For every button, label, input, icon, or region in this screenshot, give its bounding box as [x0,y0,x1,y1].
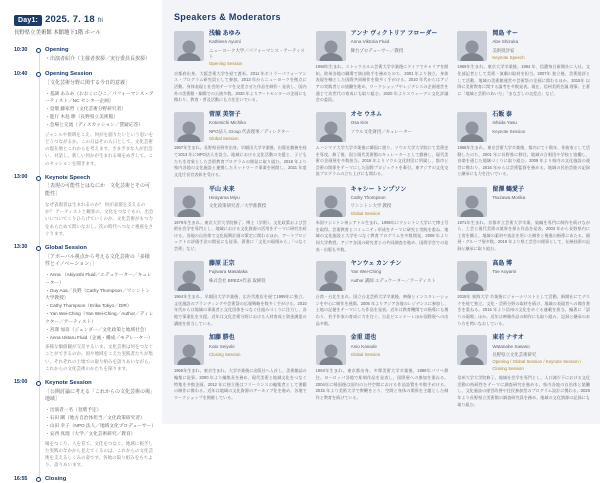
avatar [457,335,487,365]
agenda-title: Opening [45,47,69,54]
timeline-dot-icon [36,381,41,386]
speaker-name-en: Abe Shizuka [492,39,519,45]
agenda-item [14,70,154,166]
timeline-dot-icon [36,246,41,251]
agenda-time: 16:55 [14,475,28,482]
speaker-bio: 1971年生まれ。京都市立芸術大学卒業。染織を専門に制作を続けながら、工芸と現代美術の境界を探る作品を発表。2003 年から長野県内に工房を構え、地域の素材や技法を用いた制作と後進の指導にあたる。個展・グループ展多数。2019 年より県工芸会の理事として、伝統技術の記録と継承に取り組む。 [457,219,590,252]
speaker-card[interactable] [457,187,590,254]
speaker-bio: 信州大学大学院修了。地域社会学を専門とし、人口減少下における文化活動の持続性をテーマに調査研究を進める。県内各地の自治体と協働し、文化施設の運営改善や住民参加型のプログラム設計に携わる。2020 年より長野県立美術館の調査研究員を務め、地域の文化資源の記録にも取り組む。 [457,375,590,407]
speaker-org: 長野県立文化芸術研究 [492,352,537,357]
agenda-title: Closing [45,476,67,483]
speaker-bio: 1968年生まれ。ストックホルム芸術大学卒業後にドイツでキャリアを開始。欧州各地の劇場で演出助手を務めたのち、2001 年より独立。身体表現を軸とした国際共同制作を数多く手がける。2010 年代からはアジアの実践者との協働を進め、ワークショップやレジデンスの企画運営を通じて次世代の育成にも取り組む。2020 年よりスウェーデン文化評議会の委員。 [315,64,449,103]
speaker-name-en: Yan Wei-Ching [350,269,382,275]
speaker-bio: 1979年生まれ。東京大学大学院修了。博士（学術）。文化政策および芸術社会学を専門とし、地域における文化資源の活用をテーマに研究を続ける。各地の自治体で文化振興計画の策定に関わるほか、アートプロジェクトの評価手法の開発にも従事。著書に「文化の現場から」「つなぐ芸術」など。 [174,219,307,252]
agenda-title: Keynote Speech [45,174,91,181]
speaker-bio: 1967年生まれ。長野県長野市出身。早稲田大学卒業後、出版社勤務を経て2013 年にNPO法人を設立。地域における文化活動の支援と、子どもたちを対象とした芸術教育プログラムの開発に取り組む。2018 年より県内各地の文化施設と連携したネットワーク事業を展開し、2021 年度文化庁長官表彰を受ける。 [174,145,307,177]
avatar [174,112,204,142]
speaker-name-ja: 菅原 美智子 [209,111,241,118]
speaker-role: Closing Session [209,352,241,357]
agenda-sub: ・出演者紹介（主催者挨拶／実行委員長挨拶） [45,55,151,62]
speaker-name-en: Anna Viktoria Fluid [350,39,390,45]
avatar [316,31,346,61]
avatar [457,187,487,217]
agenda-item [14,475,154,483]
speaker-name-ja: オセ ウネム [350,111,382,118]
speaker-bio: 米国ワシントン州シアトル生まれ。1995年にワシントン大学にて博士号を取得。芸術教育とコミュニティ形成をテーマに研究と実践を重ね、地域の文化施設と大学をつなぐ教育プログラムを多数開発。2008 年より同大学教授。アジア各国の研究者との共同調査を進め、国際学会での発表・出版も多数。 [315,220,449,252]
speaker-org: Keynote Session [492,128,526,134]
day-date: 2025. 7. 18 [45,14,95,25]
speaker-card[interactable] [174,112,307,179]
speaker-org: Author 講師 エデュケーター／アーティスト [350,277,436,283]
agenda-title: Opening Session [45,71,93,78]
agenda-speaker: ・安西 真理（大学／文化芸術研究／教育） [45,431,136,437]
speaker-bio: 京都府出身。大阪芸術大学を経て渡米。2011 年ボイラーパフォーマンス・プログラム研究員として参加。2013 年からニューヨークを拠点に活動。身体表現と社会的テーマを交差させた作品を制作・発表し、国内外の美術館・劇場での公演多数。2020 年よりアートセンターの企画にも携わり、教育・普及活動にも力を注いでいる。 [174,70,307,103]
agenda-speaker-list [45,90,154,129]
speaker-role: Opening / Global Session / Keynote Session / Closing Session [492,359,582,371]
speaker-name-en: Anio Kanade [350,343,377,349]
schedule-column [0,0,162,483]
speaker-name-ja: 浅輪 あゆみ [209,31,241,37]
agenda-item [14,174,154,237]
speaker-name-en: Cathy Thompson [350,194,386,200]
avatar [174,187,204,217]
agenda-speaker: ・石田 剛（地方自治体担当／文化政策研究者） [45,415,145,421]
agenda-speaker: ・進行 木島 勝（長野県立美術館） [45,114,118,120]
agenda-time: 15:00 [14,379,28,386]
speaker-card[interactable] [316,31,449,104]
agenda-note: 多様な価値観が交差するいま、文化芸術は何をつなぐことができるのか。国や地域をこえた実践者たちが集い、それぞれの土地での取り組みを語りあいながら、これからの文化芸術のかたちを探ります。 [45,344,153,371]
speaker-name-ja: キャシー トンプソン [350,186,407,193]
speaker-card[interactable] [316,112,449,179]
speaker-role: Global Session [350,352,381,357]
speaker-org: 株式会社 BREZA代表 取締役 [209,277,266,283]
speaker-bio: 台湾・台北生まれ。国立台北芸術大学卒業後、映像とインスタレーションを中心に制作を展開。2005 年よりアジア各地のレジデンスに参加し、土地の記憶をテーマにした作品を発表。近年は教育機関での指導にも携わり、若手作家の育成に力を注ぐ。台北ビエンナーレほか国際展への出品多数。 [315,294,449,326]
speaker-name-ja: 藤原 正宗 [209,261,235,268]
agenda-speaker: ・Anna （Akiyoshi Fluid／エデュケーター／キュレーター） [45,272,152,285]
speaker-role: Global Session [350,210,381,216]
speaker-org: 文化政策研究者／大学准教授 [209,203,267,209]
speaker-name-en: Tsuzawa Morika [492,194,526,200]
avatar [174,31,204,61]
speaker-name-ja: 留澤 鶴愛子 [492,186,524,193]
agenda-list [14,46,157,483]
agenda-speaker: ・登壇 藤家哲（文化芸術分野研究者） [45,106,126,112]
agenda-sub: ［表現の可能性とはなにか 文化芸術とその可能性］ [45,183,151,198]
agenda-speaker: ・Yan Wei-Ching（Yan Wei-Ching／Author／ディレクター／アーティスト） [45,311,154,324]
speaker-org: ソウル文化財団／キュレーター [350,128,412,134]
speaker-role: Keynote Speech [492,55,525,61]
speaker-name-ja: ヤンウェ カン チン [350,261,402,268]
speaker-card[interactable] [316,335,449,408]
speaker-card[interactable] [457,112,590,179]
timeline-dot-icon [36,176,41,181]
speaker-name-ja: 金重 道也 [350,335,377,342]
speaker-name-ja: 平山 未来 [209,186,235,193]
agenda-item [14,244,154,372]
speakers-panel-title: Speakers & Moderators [174,12,281,22]
agenda-speaker-list [45,271,154,341]
avatar [457,112,487,142]
speaker-name-en: Kathleen Ayumi [209,39,241,45]
speaker-name-ja: 石飯 泰 [492,111,512,118]
speaker-card[interactable] [174,261,307,327]
speaker-bio: 2018年 東海大学 卒業後にジャーナリストとして活動。新聞社にてデスクを経て独立。文化・芸術分野の取材を続け、地域の表現者への聞き書きを重ねる。2016 年より信州の文化をめぐる連載を担当。編著に「語りの現場」ほか。近年は映像作品の制作にも取り組み、記録と継承のあり方を問いなおしている。 [457,294,590,326]
speaker-bio: ムハンマド大学大学卒業後に韓国に渡り、ソウル大学大学院にて美術史を専攻。修了後、国立現代美術館のキュレーターとして勤務し、現代美術の企画展を多数担当。2016 年よりソウル文化財団に所属し、都市と芸術の関係をテーマにした国際プロジェクトを牽引。東アジアの文化交流プログラムの立ち上げにも関わる。 [315,144,449,177]
speaker-name-en: Kotomichi Michiko [209,120,247,126]
agenda-sub: ［公開討論に考える「これからの文化芸術の場」地域］ [45,388,153,403]
speaker-card[interactable] [316,261,449,327]
speaker-card[interactable] [174,187,307,254]
agenda-note: 場をつくり、人を育て、文化をつなぐ。地域に根ざした実践のなかから見えてくるのは、これからの文化芸術を支えるしくみの姿です。各地の取り組みをもちより、語りあいます。 [45,440,153,468]
agenda-speaker: ・基調 あみあ（おおくにひこ／パフォーマンス・アーティスト／NC センター企画） [45,90,154,104]
speaker-bio: 1969年生まれ。東京大学卒業後、1994 年、信濃毎日新聞社に入社。文化部記者として美術・演劇の取材を担当。2007年 独立後、美術批評として活動。地域の美術館運営や芸術祭の企画に関わるほか、2015年 以降に美術教育に関する論考を多数発表。現在、信州美術会議 理事。主著に「地域と芸術のあいだ」「まなざしの交差点」など。 [457,64,590,96]
speaker-card[interactable] [174,31,307,104]
agenda-note: ジャンルや領域をこえ、何がを創りたいという思いをどうつながるか。この日はその入口として、文化芸術の現在地とこれからを考えます。さまざまな人が出会い、対話し、新しい何かが生まれる場をめざして、このセッションを開きます。 [45,131,154,166]
avatar [457,261,487,291]
agenda-sub: ［文化芸術分野に関する今日的意義］ [45,80,131,87]
speaker-name-ja: 高島 博 [492,261,512,268]
speaker-org: ワシントン大学 教授 [350,203,392,209]
speaker-name-ja: 加藤 勝也 [209,335,235,342]
day-dayofweek: fri [97,18,103,24]
day-header [14,14,154,26]
speakers-panel [162,0,600,424]
speakers-grid [174,31,590,408]
speaker-card[interactable] [316,187,449,254]
agenda-sub: ［アボーバル視点から考える文化芸術の「多様性とイノベーション」］ [45,253,150,268]
speaker-name-en: Fujiwara Masataka [209,269,248,275]
agenda-time: 10:30 [14,46,28,53]
speaker-name-en: Osa Kim [350,120,369,126]
day-badge: Day1: [14,15,42,26]
agenda-item [14,46,154,63]
speaker-name-ja: 東若 ナサオ [492,335,524,342]
avatar [316,261,346,291]
agenda-time: 13:00 [14,174,28,181]
speaker-card[interactable] [457,31,590,104]
speaker-card[interactable] [457,261,590,327]
speaker-bio: 1963年生まれ。東京都出身。多摩美術大学卒業後、1989年パリへ移住。ヨーロッパ各地で彫刻作品を発表し、国際展への参加を重ねる。2004年に帰国後は国内の公共空間における作品設置を多数手がける。2015 年より美術大学で教鞭をとり、空間と身体の関係を主題とした制作と教育を続けている。 [315,368,449,400]
avatar [316,335,346,365]
speaker-name-en: Ishiida Yasu [492,120,517,126]
speaker-bio: 1964年生まれ。早稲田大学卒業後、広告代理店を経て1999年に独立。文化施設のブランディングや芸術祭の広報戦略を数多く手がける。2010 年代からは地域の事業者と文化団体をつなぐ仕組みづくりに注力し、各地で事業化を支援。近年は文化芸術分野における人材育成と資金調達の講座を担当している。 [174,294,307,326]
agenda-speaker: ・山田 幸子（NPO 法人／地域文化プロデューサー） [45,423,157,429]
agenda-speaker: ・Ouy Aoa／長野（Cathy Thompson／ワシントン大学教授） [45,287,151,301]
speaker-name-en: Toe Aoyami [492,269,517,275]
agenda-speaker: ・Cathy Thompson（Erika Tokyo／DIR） [45,303,132,309]
speaker-name-ja: アンナ ヴィクトリア フローダー [350,31,438,37]
agenda-speaker: ・出演者一名（登壇予定） [45,407,102,412]
speaker-org: 美術批評家 [492,47,515,53]
agenda-time: 10:40 [14,70,28,77]
speaker-card[interactable] [457,335,590,408]
venue-text: 長野県立美術館 本館地下1階 ホール [14,30,101,36]
speaker-bio: 1968年生まれ。東京芸術大学卒業後、都内にて十数年、作曲家として活動したのち、2001 年に長野県に移住。地域の合唱団や学校と協働し、音楽を通じた地域づくりに取り組む。2009 年より県内の文化施設の運営に携わり、2016 年からは芸術監督を務める。地域の民俗芸能の記録と継承にも力を注いでいる。 [457,144,590,177]
agenda-note: なぜ表現者は生まれるのか？ 何が表現を支えるのか？ アーティストと観客の、文化をつなぐもの、出会いについてくりひろげていくのか。文化芸術がもつ力をあらためて問いなおし、次の時代へつなぐ視座をさぐります。 [45,201,154,236]
agenda-speaker-list [45,406,157,438]
avatar [174,261,204,291]
agenda-speaker: ・宮澤 加奈（ジェンダー／文化政策と地域社会） [45,326,150,332]
agenda-speaker: ・会場と交流（ディスカッション／質疑応答） [45,122,143,128]
speaker-org: NPO法人 Group 代表理事／ディレクター [209,128,290,134]
speaker-name-ja: 岡島 サー [492,31,518,37]
speaker-org: ニューヨーク大学／パフォーマンス・アーティスト [209,47,305,60]
agenda-speaker: ・Anna Uktaru Fluid（企画・構成／モデレーター） [45,334,153,340]
speaker-card[interactable] [174,335,307,408]
avatar [316,187,346,217]
agenda-title: Keynote Session [45,379,92,386]
avatar [316,112,346,142]
avatar [457,31,487,61]
speaker-bio: 1965年生まれ。東京生まれ。大学卒業後に出版社へ入社し、美術雑誌の編集に従事。2000 年より編集長を務め、現代美術と地域文化をつなぐ特集を多数企画。2012 年に独立後はフリーランスの編集者として書籍の制作に携わる。近年は地域の文化資源のアーカイブ化を進め、各地でワークショップを開催している。 [174,368,307,400]
agenda-time: 13:30 [14,244,28,251]
speaker-role: Opening Session [209,61,243,67]
speaker-name-en: Hirayama Miyu [209,194,240,200]
speaker-name-en: Watanabe Sasaso [492,343,530,349]
speaker-name-en: Kato Seiyuki [209,343,235,349]
avatar [174,335,204,365]
speaker-role: Global Session [209,136,239,142]
agenda-title: Global Session [45,244,87,251]
speaker-org: 舞台プロデューサー／教授 [350,47,404,53]
